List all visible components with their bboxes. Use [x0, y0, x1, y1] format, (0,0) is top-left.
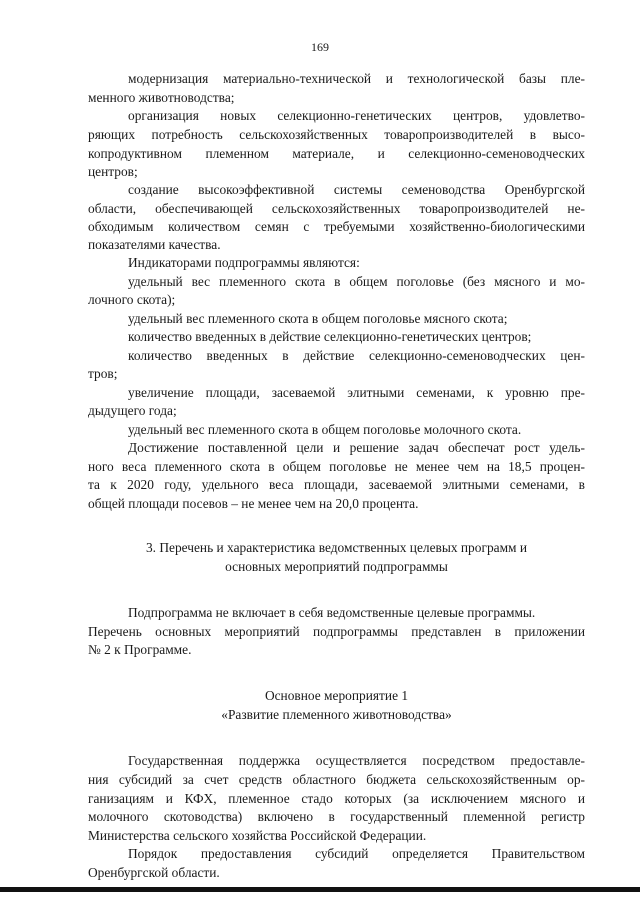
heading-line: основных мероприятий подпрограммы [225, 559, 448, 574]
text-line: дыдущего года; [88, 403, 177, 418]
text-line: ганизациям и КФХ, племенное стадо которых (за исключением мясного и [88, 791, 585, 806]
heading-line: «Развитие племенного животноводства» [221, 707, 452, 722]
text-line: Оренбургской области. [88, 865, 220, 880]
text-line: Перечень основных мероприятий подпрограммы представлен в приложении [88, 624, 585, 639]
text-line: показателями качества. [88, 237, 221, 252]
page-number: 169 [311, 40, 329, 54]
text-line: ния субсидий за счет средств областного бюджета сельскохозяйственным ор- [88, 772, 585, 787]
text-line: создание высокоэффективной системы семеноводства Оренбургской [128, 182, 585, 197]
text-line: обходимым количеством семян с требуемыми хозяйственно-биологическими [88, 219, 585, 234]
heading-line: 3. Перечень и характеристика ведомственных целевых программ и [145, 540, 528, 555]
text-line: увеличение площади, засеваемой элитными семенами, к уровню пре- [128, 385, 585, 400]
text-line: лочного скота); [88, 292, 176, 307]
text-line: удельный вес племенного скота в общем поголовье (без мясного и мо- [128, 274, 585, 289]
text-line: ряющих потребность сельскохозяйственных товаропроизводителей в высо- [88, 127, 585, 142]
text-line: Индикаторами подпрограммы являются: [128, 255, 360, 270]
text-line: № 2 к Программе. [88, 642, 192, 657]
text-line: молочного скотоводства) включено в государственный племенной регистр [88, 809, 585, 824]
text-line: Достижение поставленной цели и решение задач обеспечат рост удель- [128, 440, 585, 455]
text-line: удельный вес племенного скота в общем поголовье молочного скота. [128, 422, 522, 437]
text-line: Порядок предоставления субсидий определяется Правительством [128, 846, 585, 861]
text-line: центров; [88, 164, 138, 179]
text-line: общей площади посевов – не менее чем на 20,0 процента. [88, 496, 419, 511]
text-line: копродуктивном племенном материале, и селекционно-семеноводческих [88, 146, 585, 161]
text-line: менного животноводства; [88, 90, 235, 105]
text-line: ного веса племенного скота в общем поголовье не менее чем на 18,5 процен- [88, 459, 585, 474]
text-line: та к 2020 году, удельного веса площади, засеваемой элитными семенами, в [88, 477, 585, 492]
text-line: Подпрограмма не включает в себя ведомственные целевые программы. [128, 605, 536, 620]
text-line: организация новых селекционно-генетических центров, удовлетво- [128, 108, 585, 123]
text-line: количество введенных в действие селекционно-генетических центров; [128, 329, 532, 344]
text-line: Государственная поддержка осуществляется посредством предоставле- [128, 753, 585, 768]
bottom-rule [0, 887, 640, 892]
text-line: Министерства сельского хозяйства Российской Федерации. [88, 828, 427, 843]
text-line: тров; [88, 366, 118, 381]
text-line: удельный вес племенного скота в общем поголовье мясного скота; [128, 311, 508, 326]
heading-line: Основное мероприятие 1 [264, 688, 409, 703]
text-line: модернизация материально-технической и технологической базы пле- [128, 71, 585, 86]
text-line: количество введенных в действие селекционно-семеноводческих цен- [128, 348, 585, 363]
text-line: области, обеспечивающей сельскохозяйственных товаропроизводителей не- [88, 201, 585, 216]
